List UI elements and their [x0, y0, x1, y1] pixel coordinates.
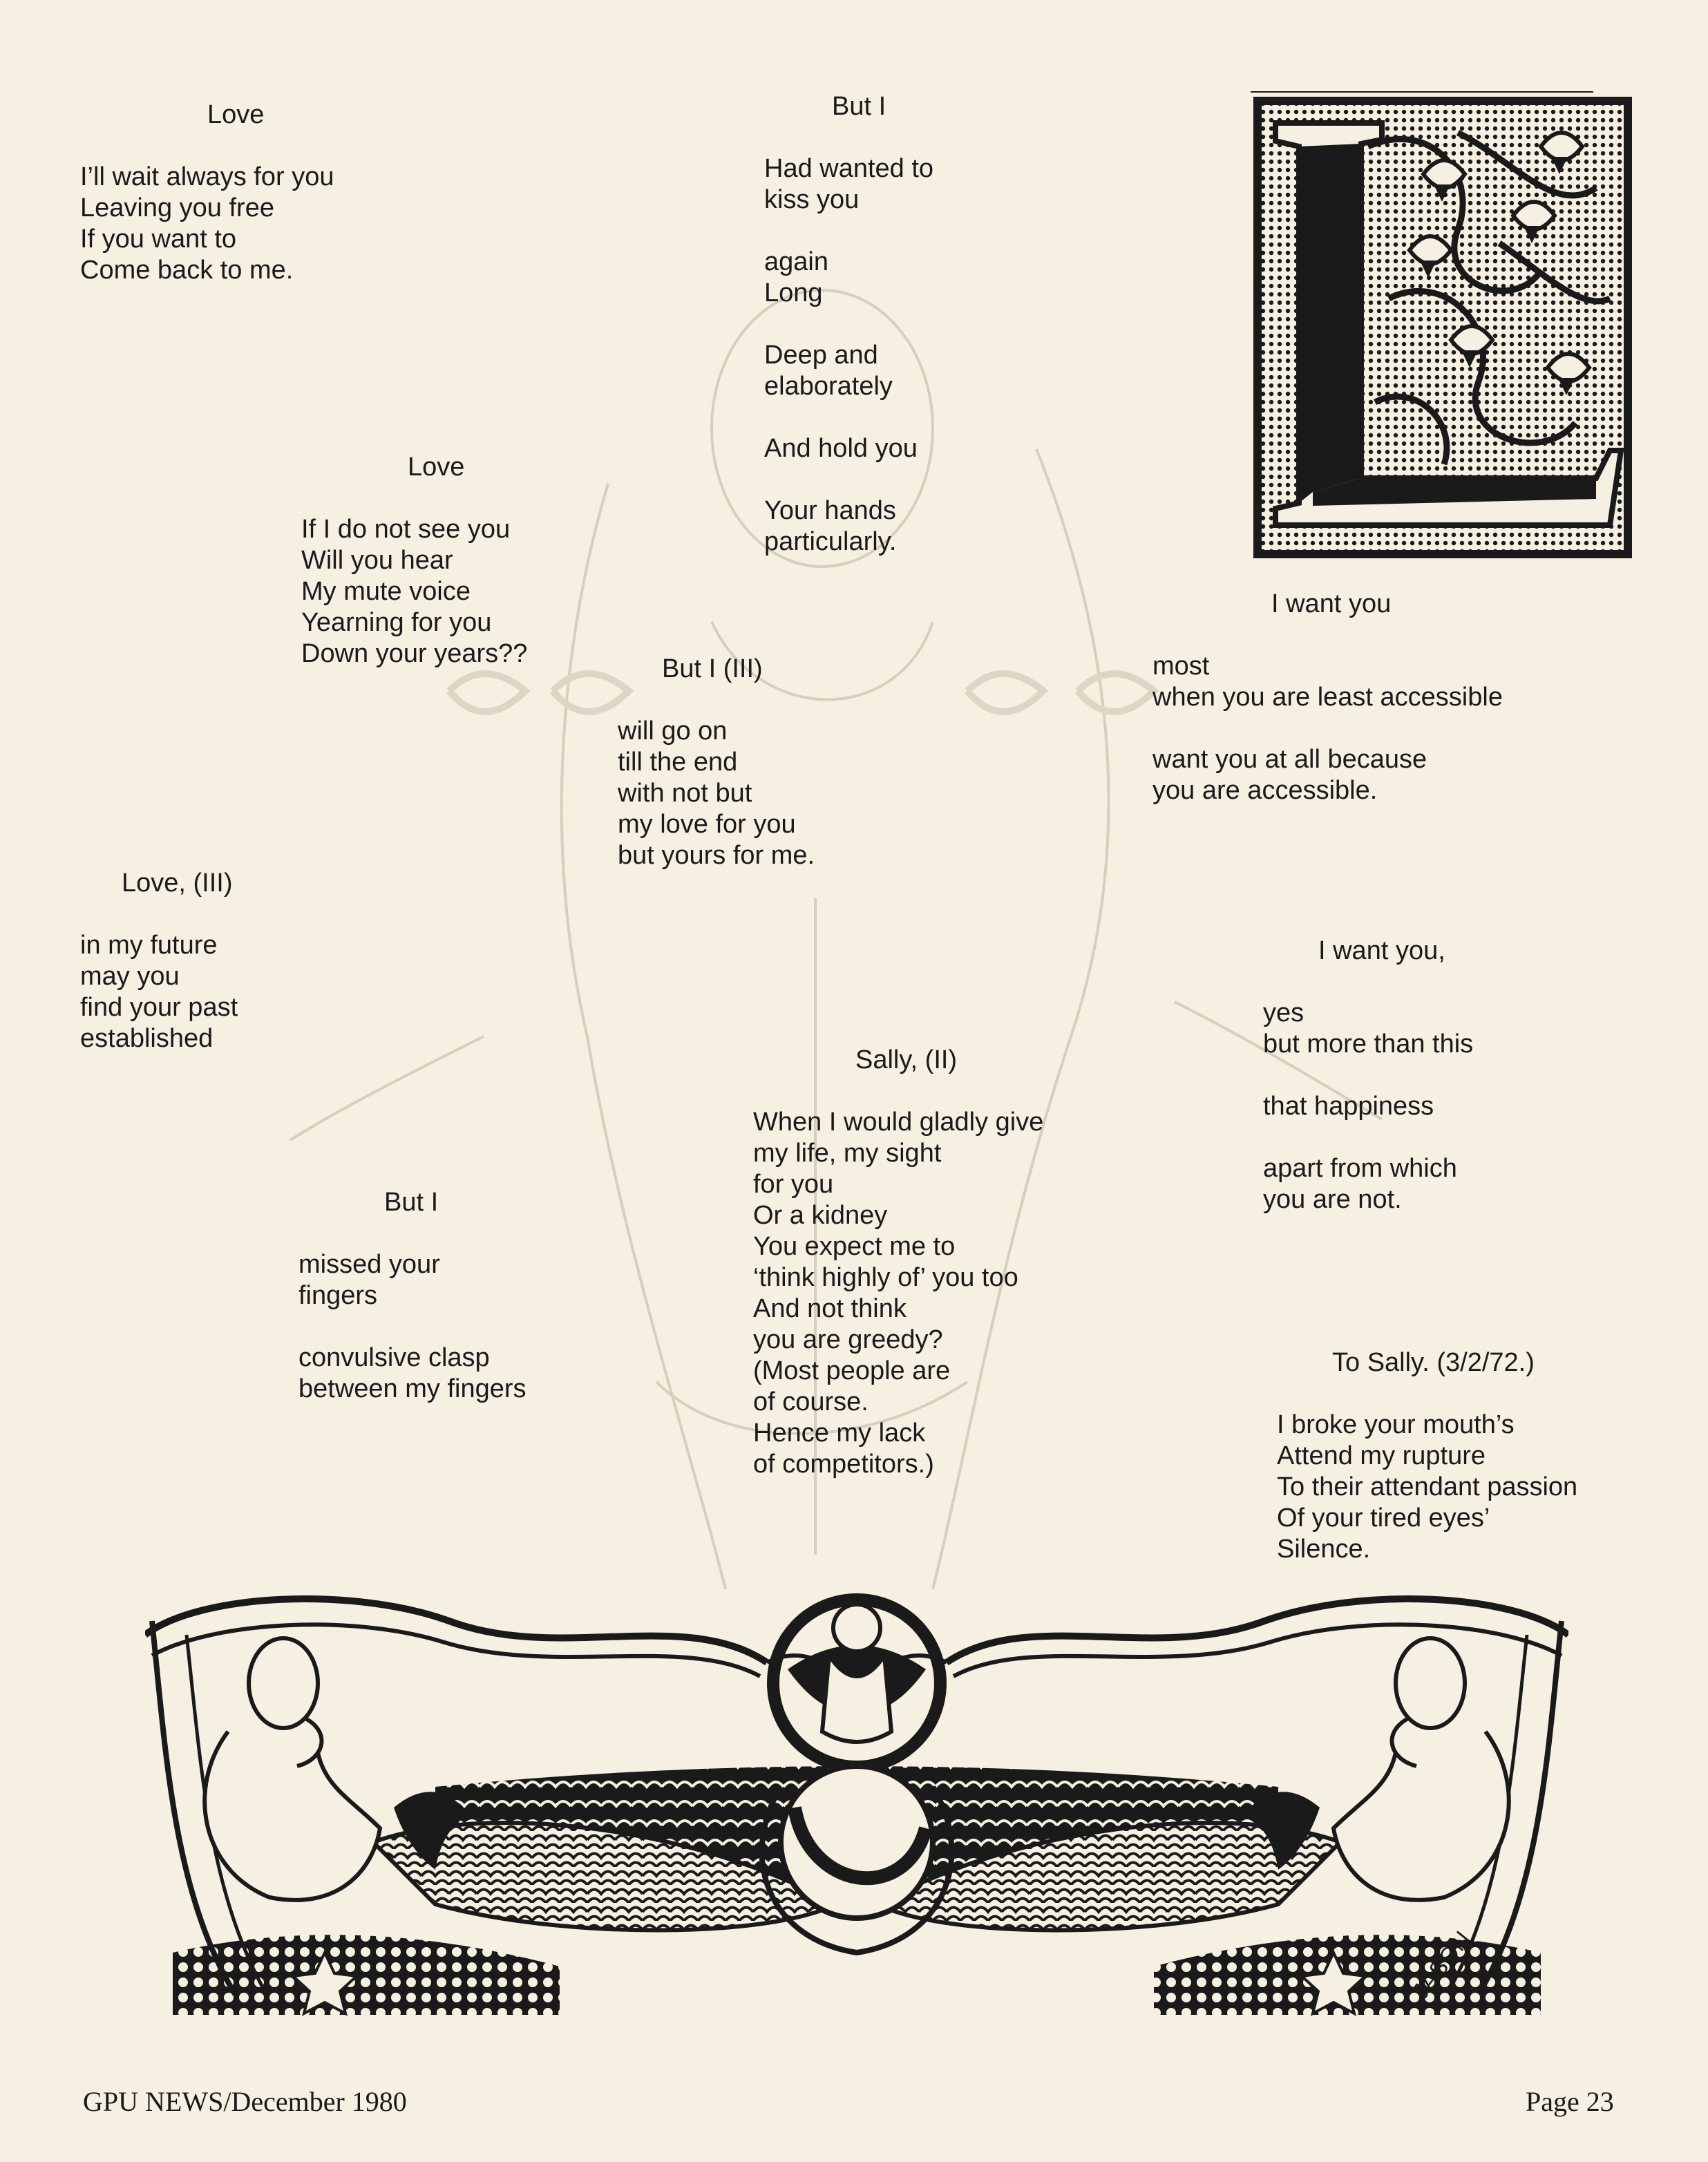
- poem-line: ‘think highly of’ you too: [753, 1263, 1018, 1292]
- poem-title: To Sally. (3/2/72.): [1332, 1348, 1535, 1377]
- poem-stanza: [764, 247, 933, 309]
- poem-line: find your past: [80, 993, 238, 1022]
- poem-line: Yearning for you: [301, 608, 492, 637]
- poem-line: established: [80, 1024, 213, 1053]
- poem-love-1: [80, 99, 334, 286]
- poem-line: Down your years??: [301, 639, 528, 668]
- poem-line: elaborately: [764, 372, 893, 401]
- poem-line: my love for you: [618, 810, 796, 839]
- poem-stanza: [764, 495, 933, 558]
- poem-title: But I: [832, 92, 886, 121]
- poem-line: You expect me to: [753, 1232, 956, 1261]
- poem-line: Of your tired eyes’: [1277, 1504, 1490, 1533]
- poem-line: Had wanted to: [764, 154, 934, 183]
- poem-line: To their attendant passion: [1277, 1472, 1578, 1501]
- poem-stanza: [764, 340, 933, 402]
- poem-but-3: [618, 654, 815, 871]
- poem-line: If I do not see you: [301, 515, 511, 544]
- poem-stanza: [764, 433, 933, 464]
- poem-line: you are not.: [1263, 1185, 1402, 1214]
- poem-line: for you: [753, 1170, 834, 1199]
- poem-line: Long: [764, 278, 823, 307]
- poem-line: of competitors.): [753, 1450, 934, 1479]
- poem-line: Deep and: [764, 341, 878, 370]
- poem-line: Or a kidney: [753, 1201, 888, 1230]
- poem-sally-2: [753, 1045, 1043, 1480]
- poem-stanza: [301, 514, 527, 670]
- poem-line: I broke your mouth’s: [1277, 1410, 1515, 1439]
- mermaid-border-illustration: [145, 1580, 1568, 2022]
- poem-line: And hold you: [764, 434, 918, 463]
- poem-line: Come back to me.: [80, 256, 294, 285]
- poem-stanza: [80, 930, 238, 1054]
- poem-stanza: [1152, 744, 1503, 806]
- poem-line: missed your: [298, 1250, 440, 1279]
- poem-title: But I: [384, 1188, 439, 1217]
- poem-line: When I would gladly give: [753, 1108, 1044, 1137]
- poem-to-sally: [1277, 1347, 1577, 1565]
- poem-line: Your hands: [764, 496, 896, 525]
- poem-want-1: [1152, 589, 1503, 806]
- poem-line: convulsive clasp: [298, 1343, 490, 1372]
- poem-love-3: [80, 868, 238, 1054]
- poem-line: particularly.: [764, 527, 897, 556]
- poem-but-2: [298, 1187, 526, 1405]
- poem-stanza: [1152, 651, 1503, 713]
- poem-but-1: [764, 91, 933, 558]
- poem-line: If you want to: [80, 225, 237, 254]
- poem-line: Attend my rupture: [1277, 1441, 1486, 1470]
- poem-line: My mute voice: [301, 577, 471, 606]
- poem-line: of course.: [753, 1387, 869, 1416]
- poem-stanza: [298, 1343, 526, 1405]
- poem-title: I want you: [1271, 589, 1392, 618]
- poem-want-2: [1263, 936, 1473, 1215]
- footer-publication: GPU NEWS/December 1980: [83, 2086, 407, 2117]
- poem-line: fingers: [298, 1281, 378, 1310]
- poem-title: Sally, (II): [855, 1045, 958, 1074]
- poem-line: kiss you: [764, 185, 860, 214]
- poem-line: I’ll wait always for you: [80, 162, 334, 191]
- poem-line: will go on: [618, 717, 728, 746]
- poem-stanza: [298, 1249, 526, 1311]
- poem-stanza: [1263, 1153, 1473, 1215]
- poem-title: I want you,: [1318, 936, 1445, 965]
- poem-line: but yours for me.: [618, 841, 815, 870]
- poem-line: may you: [80, 962, 180, 991]
- poem-line: Silence.: [1277, 1535, 1371, 1564]
- poem-line: Will you hear: [301, 546, 453, 575]
- drop-cap-l: [1251, 91, 1638, 568]
- poem-love-2: [301, 452, 527, 670]
- poem-line: apart from which: [1263, 1154, 1457, 1183]
- poem-line: with not but: [618, 779, 752, 808]
- poem-stanza: [764, 153, 933, 216]
- poem-stanza: [618, 716, 815, 871]
- poem-stanza: [753, 1107, 1043, 1480]
- poem-stanza: [1277, 1410, 1577, 1565]
- footer-page-number: Page 23: [1526, 2086, 1614, 2117]
- poem-line: my life, my sight: [753, 1139, 942, 1168]
- poem-stanza: [1263, 1091, 1473, 1122]
- poem-stanza: [1263, 998, 1473, 1060]
- poem-title: Love: [408, 453, 465, 482]
- poem-title: Love, (III): [122, 869, 233, 898]
- poem-line: when you are least accessible: [1152, 683, 1503, 712]
- poem-line: want you at all because: [1152, 745, 1427, 774]
- poem-line: you are accessible.: [1152, 776, 1378, 805]
- poem-line: (Most people are: [753, 1356, 951, 1385]
- poem-title: But I (III): [662, 654, 763, 683]
- illustration-signature: JASON: [1407, 1926, 1477, 2004]
- poem-line: again: [764, 247, 828, 276]
- poem-line: till the end: [618, 748, 738, 777]
- poem-line: And not think: [753, 1294, 907, 1323]
- poem-line: Hence my lack: [753, 1419, 926, 1448]
- poem-line: you are greedy?: [753, 1325, 943, 1354]
- poem-line: but more than this: [1263, 1030, 1474, 1059]
- poem-stanza: [80, 162, 334, 286]
- poem-line: between my fingers: [298, 1374, 526, 1403]
- poem-line: in my future: [80, 931, 218, 960]
- poem-line: that happiness: [1263, 1092, 1434, 1121]
- poem-line: Leaving you free: [80, 193, 274, 222]
- poem-title: Love: [207, 100, 265, 129]
- poem-line: most: [1152, 652, 1210, 681]
- poem-line: yes: [1263, 998, 1304, 1027]
